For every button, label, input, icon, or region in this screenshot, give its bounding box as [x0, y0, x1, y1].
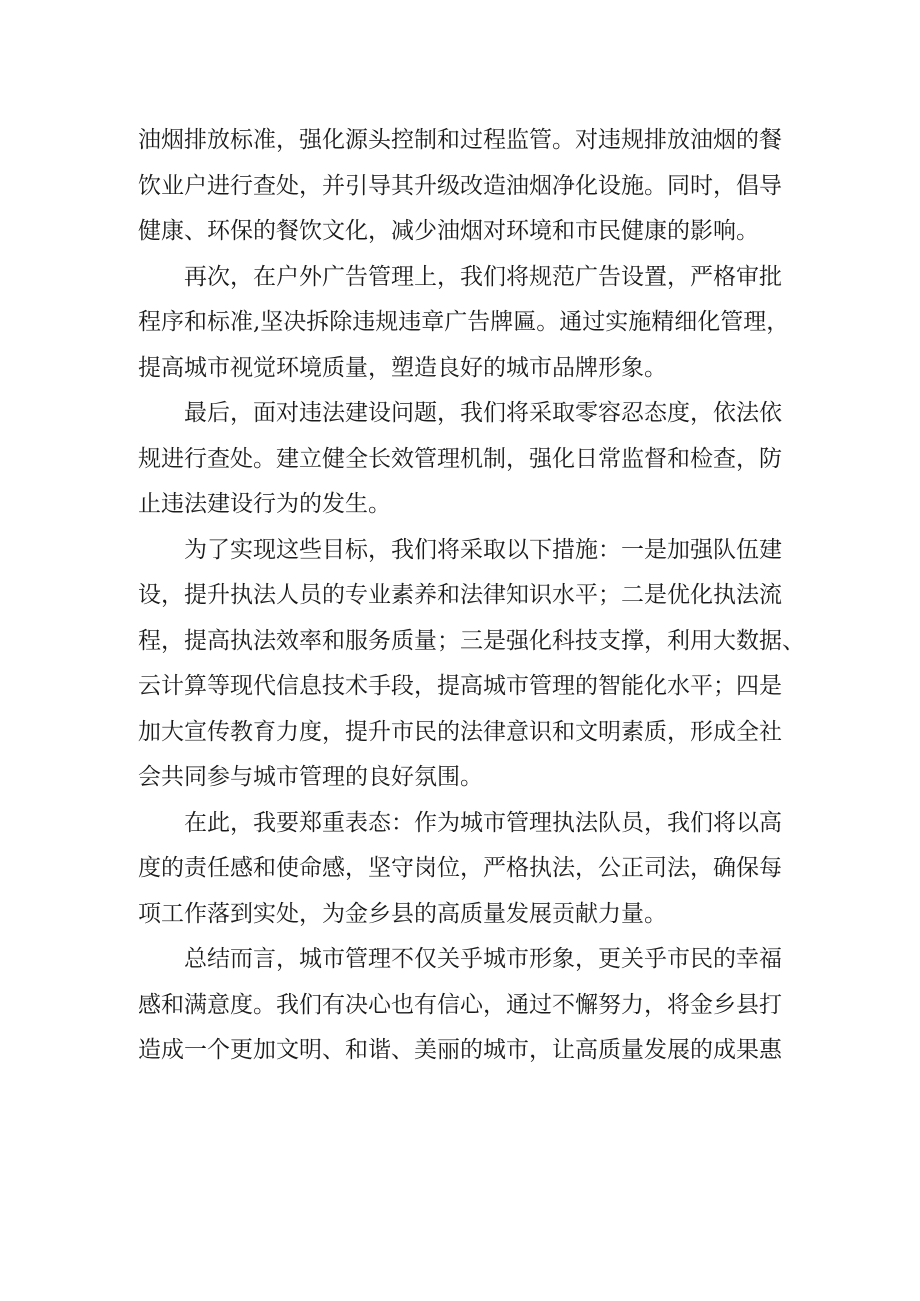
- text-line: 加大宣传教育力度，提升市民的法律意识和文明素质，形成全社: [138, 718, 782, 745]
- text-line: 度的责任感和使命感，坚守岗位，严格执法，公正司法，确保每: [138, 855, 782, 881]
- text-line: 项工作落到实处，为金乡县的高质量发展贡献力量。: [138, 900, 667, 927]
- text-line: 总结而言，城市管理不仅关乎城市形象，更关乎市民的幸福: [184, 946, 782, 972]
- text-line: 提高城市视觉环境质量，塑造良好的城市品牌形象。: [138, 354, 667, 381]
- text-line: 健康、环保的餐饮文化，减少油烟对环境和市民健康的影响。: [138, 218, 759, 244]
- text-line: 造成一个更加文明、和谐、美丽的城市，让高质量发展的成果惠: [138, 1037, 782, 1063]
- text-line: 设，提升执法人员的专业素养和法律知识水平；二是优化执法流: [138, 582, 782, 608]
- text-line: 油烟排放标准，强化源头控制和过程监管。对违规排放油烟的餐: [138, 127, 782, 153]
- text-line: 饮业户进行查处，并引导其升级改造油烟净化设施。同时，倡导: [138, 172, 782, 199]
- text-line: 为了实现这些目标，我们将采取以下措施：一是加强队伍建: [184, 536, 782, 563]
- text-line: 感和满意度。我们有决心也有信心，通过不懈努力，将金乡县打: [138, 991, 782, 1018]
- document-body: [138, 118, 805, 1074]
- text-line: 规进行查处。建立健全长效管理机制，强化日常监督和检查，防: [138, 445, 782, 472]
- text-line: 最后，面对违法建设问题，我们将采取零容忍态度，依法依: [184, 400, 782, 426]
- text-line: 再次，在户外广告管理上，我们将规范广告设置，严格审批: [184, 263, 782, 290]
- text-line: 程序和标准,坚决拆除违规违章广告牌匾。通过实施精细化管理，: [138, 309, 790, 335]
- text-line: 程，提高执法效率和服务质量；三是强化科技支撑，利用大数据、: [138, 627, 805, 654]
- text-line: 会共同参与城市管理的良好氛围。: [138, 764, 483, 790]
- text-line: 在此，我要郑重表态：作为城市管理执法队员，我们将以高: [184, 809, 782, 836]
- text-line: 止违法建设行为的发生。: [138, 491, 391, 517]
- text-line: 云计算等现代信息技术手段，提高城市管理的智能化水平；四是: [138, 673, 782, 699]
